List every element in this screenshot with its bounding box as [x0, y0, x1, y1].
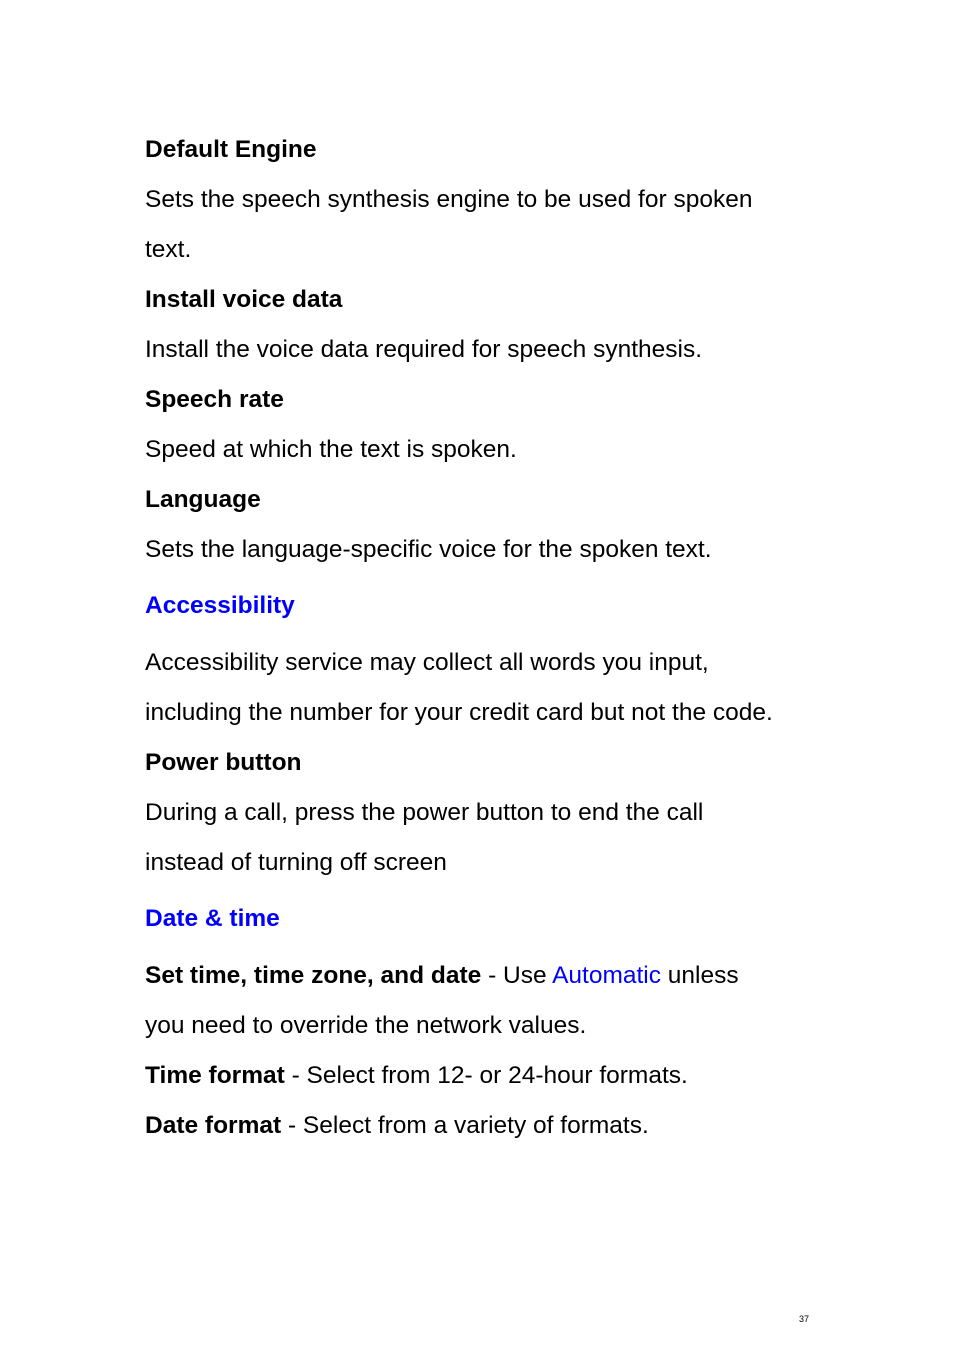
set-time-line2: you need to override the network values. — [145, 1012, 587, 1039]
accessibility-body-line1: Accessibility service may collect all words you input, — [145, 649, 709, 676]
power-button-body-line2: instead of turning off screen — [145, 849, 447, 876]
accessibility-section-title: Accessibility — [145, 592, 295, 619]
install-voice-data-heading: Install voice data — [145, 286, 343, 313]
set-time-term: Set time, time zone, and date — [145, 962, 482, 989]
date-format-term: Date format — [145, 1112, 282, 1139]
set-time-separator: - Use — [481, 962, 553, 989]
time-format-term: Time format — [145, 1062, 285, 1089]
power-button-heading: Power button — [145, 749, 302, 776]
automatic-link[interactable]: Automatic — [552, 962, 661, 989]
speech-rate-heading: Speech rate — [145, 386, 284, 413]
accessibility-body-line2: including the number for your credit card but not the code. — [145, 699, 773, 726]
time-format-line — [145, 1061, 688, 1091]
time-format-desc: - Select from 12- or 24-hour formats. — [284, 1062, 688, 1089]
set-time-line1 — [145, 961, 739, 991]
language-body: Sets the language-specific voice for the spoken text. — [145, 536, 712, 563]
date-format-desc: - Select from a variety of formats. — [281, 1112, 649, 1139]
default-engine-body-line2: text. — [145, 236, 192, 263]
set-time-rest: unless — [661, 962, 739, 989]
default-engine-heading: Default Engine — [145, 136, 317, 163]
speech-rate-body: Speed at which the text is spoken. — [145, 436, 517, 463]
page-number: 37 — [799, 1314, 810, 1324]
power-button-body-line1: During a call, press the power button to end the call — [145, 799, 704, 826]
language-heading: Language — [145, 486, 261, 513]
install-voice-data-body: Install the voice data required for speech synthesis. — [145, 336, 703, 363]
date-format-line — [145, 1111, 649, 1141]
date-time-section-title: Date & time — [145, 905, 280, 932]
default-engine-body-line1: Sets the speech synthesis engine to be used for spoken — [145, 186, 753, 213]
